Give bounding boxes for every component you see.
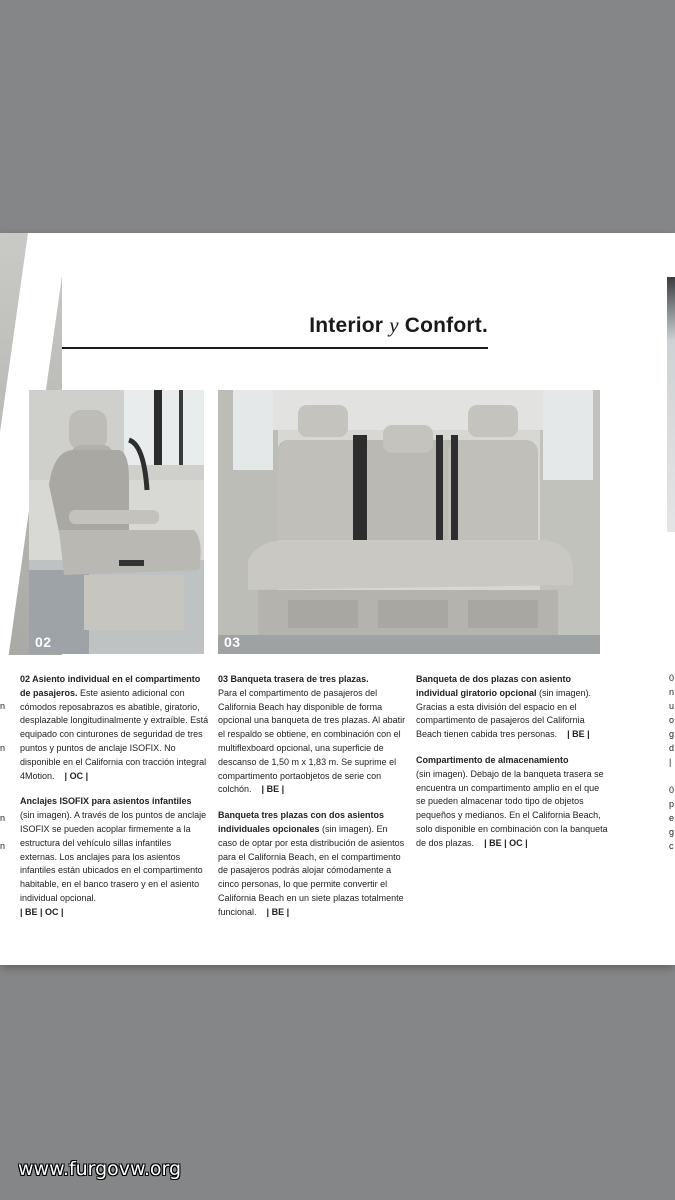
right-page-edge-text: 0 bbox=[669, 785, 675, 795]
watermark: www.furgovw.org bbox=[18, 1158, 182, 1180]
right-page-edge-text: n bbox=[669, 687, 675, 697]
text-column-1 bbox=[20, 673, 210, 932]
text-column-3 bbox=[416, 673, 608, 863]
left-page-edge-text: n bbox=[0, 841, 6, 851]
right-page-edge-text: o bbox=[669, 715, 675, 725]
photo-three-seat-bench bbox=[218, 390, 600, 654]
page-title: Interior y Confort. bbox=[309, 313, 488, 337]
photo-number-02: 02 bbox=[35, 634, 52, 650]
right-page-edge-text: g bbox=[669, 729, 675, 739]
title-underline bbox=[62, 347, 488, 349]
right-page-edge-text: 0 bbox=[669, 673, 675, 683]
right-page-edge-text: | bbox=[669, 757, 672, 767]
left-page-edge-text: n bbox=[0, 743, 6, 753]
right-page-edge-text: d bbox=[669, 743, 675, 753]
right-page-edge-text: u bbox=[669, 701, 675, 711]
paragraph-storage: Compartimento de almacenamiento (sin imagen). Debajo de la banqueta trasera se encuentra un compartimento amplio en el que se pueden almacenar todo tipo de objetos pequeños y medianos. En el California Beach, solo disponible en combinación con la banqueta de dos plazas. | BE | OC | bbox=[416, 754, 608, 848]
paragraph-two-seat-bench: Banqueta de dos plazas con asiento individual giratorio opcional (sin imagen). Gracias a esta división del espacio en el compartimento de pasajeros del California Beach tienen cabida tres personas. | BE | bbox=[416, 674, 592, 740]
right-page-edge-text: e bbox=[669, 813, 675, 823]
paragraph-single-seat: 02 Asiento individual en el compartimento de pasajeros. Este asiento adicional con cómodos reposabrazos es abatible, giratorio, desplazable longitudinalmente y extraíble. Está equipado con cinturones de seguridad de tres puntos y puntos de anclaje ISOFIX. No disponible en el California con tracción integral 4Motion. | OC | bbox=[20, 674, 209, 781]
text-column-2 bbox=[218, 673, 406, 932]
right-page-edge-text: c bbox=[669, 841, 674, 851]
paragraph-bench-two-seats: Banqueta tres plazas con dos asientos individuales opcionales (sin imagen). En caso de optar por esta distribución de asientos para el California Beach, en el compartimento de pasajeros podrás alojar cómodamente a cinco personas, lo que permite convertir el California Beach en un siete plazas totalmente funcional. | BE | bbox=[218, 810, 405, 917]
paragraph-isofix: Anclajes ISOFIX para asientos infantiles (sin imagen). A través de los puntos de anclaje ISOFIX se pueden acoplar firmemente a la estructura del vehículo sillas infantiles externas. Los anclajes para los asientos infantiles están ubicados en el compartimento habitable, en el banco trasero y en el asiento individual opcional. | BE | OC | bbox=[20, 796, 207, 917]
right-page-photo-strip bbox=[667, 277, 675, 532]
paragraph-three-seat-bench: 03 Banqueta trasera de tres plazas. Para el compartimento de pasajeros del California Beach hay disponible de forma opcional una banqueta de tres plazas. Al abatir el respaldo se obtiene, en combinación con el multiflexboard opcional, una superficie de descanso de 1,50 m x 1,83 m. Se suprime el compartimento portaobjetos de serie con colchón. | BE | bbox=[218, 674, 406, 795]
left-page-edge-text: n bbox=[0, 813, 6, 823]
right-page-edge-text: p bbox=[669, 799, 675, 809]
brochure-page bbox=[0, 233, 675, 965]
left-page-edge-text: n bbox=[0, 701, 6, 711]
photo-number-03: 03 bbox=[224, 634, 241, 650]
photo-single-seat bbox=[29, 390, 204, 654]
right-page-edge-text: g bbox=[669, 827, 675, 837]
